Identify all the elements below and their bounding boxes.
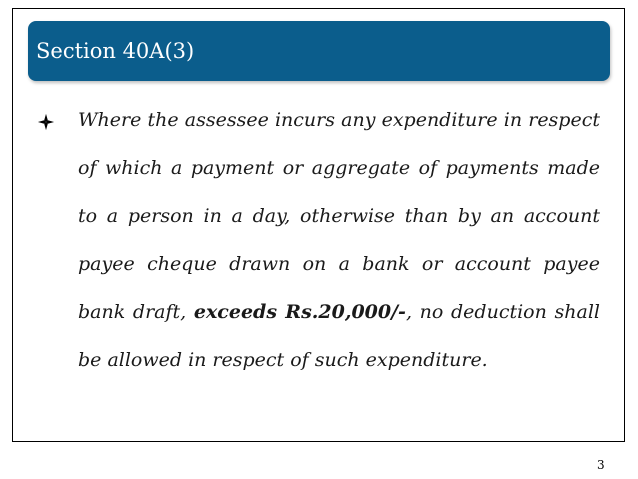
bullet-paragraph xyxy=(78,96,600,384)
slide-title: Section 40A(3) xyxy=(36,39,195,63)
diamond-bullet-icon xyxy=(37,113,55,131)
body-emphasis: exceeds Rs.20,000/- xyxy=(193,301,406,323)
body-outro: , no deduction shall be allowed in respect of such expenditure. xyxy=(78,301,600,371)
body-intro: Where the assessee incurs any expenditure in respect of which a payment or aggregate of payments made to a person in a day, otherwise than by an account payee cheque drawn on a bank or account payee bank draft, xyxy=(78,109,600,323)
page-number: 3 xyxy=(597,458,605,472)
title-bar xyxy=(28,21,610,81)
